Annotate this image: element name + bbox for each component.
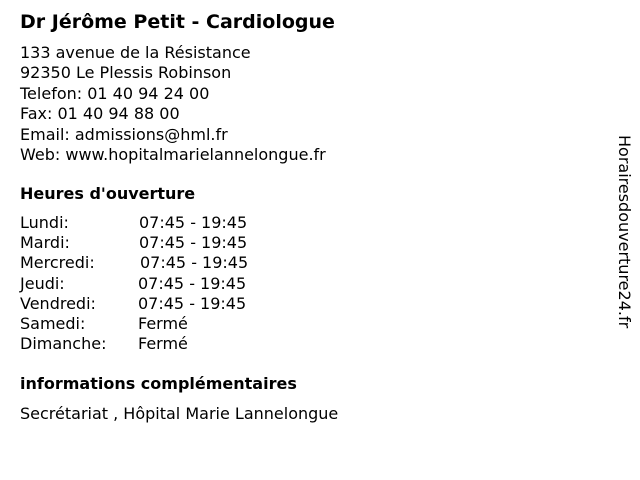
address-street: 133 avenue de la Résistance bbox=[20, 43, 251, 62]
web-line: Web: www.hopitalmarielannelongue.fr bbox=[20, 144, 326, 164]
hours-value: 07:45 - 19:45 bbox=[140, 253, 249, 273]
contact-block bbox=[20, 43, 326, 165]
day-label: Samedi: bbox=[20, 313, 86, 333]
day-label: Mardi: bbox=[20, 233, 70, 253]
day-label: Vendredi: bbox=[20, 293, 96, 313]
hours-value: 07:45 - 19:45 bbox=[138, 293, 247, 313]
email-line: Email: admissions@hml.fr bbox=[20, 124, 228, 144]
phone-line: Telefon: 01 40 94 24 00 bbox=[20, 83, 210, 103]
additional-info-heading: informations complémentaires bbox=[20, 374, 297, 393]
fax-line: Fax: 01 40 94 88 00 bbox=[20, 104, 180, 124]
day-label: Lundi: bbox=[20, 213, 69, 232]
day-label: Dimanche: bbox=[20, 334, 107, 354]
hours-value: 07:45 - 19:45 bbox=[139, 213, 248, 232]
hours-value: 07:45 - 19:45 bbox=[138, 273, 247, 293]
watermark-text: Horairesdouverture24.fr bbox=[615, 135, 634, 329]
address-city: 92350 Le Plessis Robinson bbox=[20, 63, 232, 83]
hours-value: Fermé bbox=[138, 334, 188, 354]
day-label: Mercredi: bbox=[20, 253, 95, 273]
hours-value: 07:45 - 19:45 bbox=[139, 233, 248, 253]
opening-hours-heading: Heures d'ouverture bbox=[20, 184, 196, 203]
additional-info-text: Secrétariat , Hôpital Marie Lannelongue bbox=[20, 404, 339, 423]
page-title: Dr Jérôme Petit - Cardiologue bbox=[20, 11, 335, 33]
hours-value: Fermé bbox=[138, 313, 188, 333]
site-watermark bbox=[612, 135, 636, 370]
day-label: Jeudi: bbox=[20, 273, 65, 293]
